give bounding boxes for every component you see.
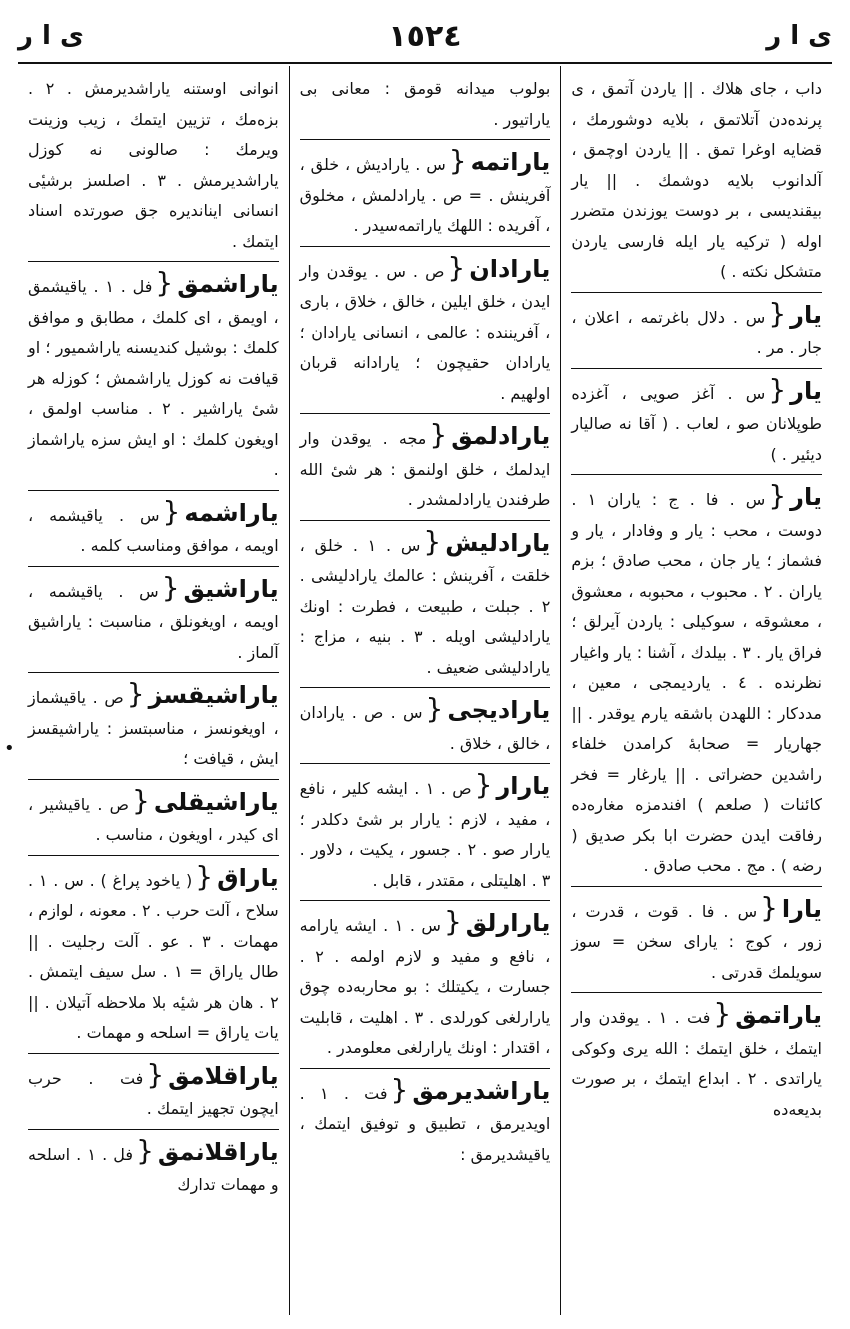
page-header [18, 14, 832, 58]
entry-definition: داب ، جای هلاك . || یاردن آتمق ، ی پرندەدن آتلاتمق ، بلایه دوشورمك ، قضایه اوغرا تمق . || یاردن اوچمق ، آلدانوب بلایه دوشمك . || یار بیقندیسی ، بر دوست یوزندن متضرر اوله ( ترکیه یار ایله فارسی یاردن متشکل نکتە . ) [571, 79, 822, 281]
entry-definition: انوانی اوستنه یاراشدیرمش . ٢ . بزەمك ، تزیین ایتمك ، زیب وزینت ویرمك : صالونی نه کوزل یاراشدیرمش . ٣ . اصلسز برشیٔی انسانی اینانديره جق صورتده اسناد ایتمك . [27, 79, 279, 251]
entry-definition: ص . س . یوقدن وار ایدن ، خلق ایلین ، خالق ، خلاق ، باری ، آفریننده : عالمی ، انسانی یارادان ؛ یارادان حقیچون ؛ یارادانه قربان اولهیم . [299, 261, 551, 403]
dictionary-entry [28, 679, 279, 775]
entry-headword: یاراقلانمق [157, 1137, 279, 1166]
dictionary-entry [300, 907, 551, 1064]
dictionary-entry [299, 524, 551, 684]
dictionary-entry [27, 1057, 279, 1125]
entry-brace: { [155, 266, 174, 299]
entry-brace: { [768, 296, 787, 330]
dictionary-entry [27, 859, 279, 1049]
entry-brace: { [161, 570, 180, 604]
entry-definition: فت . ١ . یوقدن وار ایتمك ، خلق ایتمك : الله یری وکوکی یاراتدی . ٢ . ابداع ایتمك ، بر صورت بدیعەده [571, 1008, 822, 1119]
entry-headword: یار [790, 483, 823, 511]
entry-headword: یاراقلامق [168, 1061, 279, 1090]
entry-headword: یارادیجی [447, 696, 551, 724]
running-head-left: ی ا ر [18, 21, 84, 51]
dictionary-entry [300, 770, 551, 896]
entry-brace: { [146, 1057, 165, 1091]
entry-separator [28, 261, 279, 262]
entry-separator [300, 900, 551, 901]
entry-separator [28, 490, 279, 491]
entry-definition: ( یاخود پراغ ) . س . ١ . سلاح ، آلت حرب . ٢ . معونه ، لوازم ، مهمات . ٣ . عو . آلت رجلیت . || طال یاراق = ١ . سل سیف ایتمش . ٢ . هان هر شیٔه بلا ملاحظه آتیلان . || یات یاراق = اسلحه و مهمات . [27, 870, 279, 1042]
dictionary-entry [27, 494, 279, 562]
entry-headword: یاراشیقسز [148, 681, 279, 709]
dictionary-entry [299, 250, 551, 410]
entry-separator [300, 139, 551, 140]
entry-definition: ص . ١ . ایشه کلیر ، نافع ، مفید ، لازم : یارار بر شیٔ دکلدر ؛ یارار صو . ٢ . جسور ، یکیت ، دلاور . ٣ . اهلیتلی ، مقتدر ، قابل . [299, 779, 551, 890]
entry-definition: فت . ١ . اویدیرمق ، تطبیق و توفیق ایتمك ، یاقیشدیرمق : [299, 1083, 551, 1164]
entry-definition: فت . حرب ایچون تجهیز ایتمك . [27, 1068, 279, 1118]
dictionary-entry [571, 372, 822, 471]
entry-separator [300, 687, 551, 688]
entry-headword: یاراشدیرمق [412, 1076, 551, 1105]
entry-brace: { [162, 494, 181, 528]
dictionary-entry [299, 1072, 551, 1171]
header-rule [18, 62, 832, 64]
entry-brace: { [136, 1133, 154, 1167]
entry-brace: { [195, 859, 214, 893]
dictionary-entry [300, 74, 551, 135]
entry-headword: یاراشیقلی [153, 787, 279, 816]
entry-headword: یاراق [217, 863, 279, 892]
entry-separator [571, 292, 822, 293]
entry-definition: س . یاقیشمه ، اویمه ، اویغونلق ، مناسبت : یاراشیق آلماز . [27, 581, 279, 662]
entry-definition: مجه . یوقدن وار ایدلمك ، خلق اولنمق : هر شیٔ الله طرفندن یارادلمشدر . [299, 429, 551, 509]
entry-brace: { [429, 418, 448, 451]
dictionary-entry [571, 481, 822, 882]
entry-headword: یارارلق [465, 909, 551, 937]
entry-headword: یارادان [469, 254, 551, 283]
entry-headword: یارار [496, 772, 551, 800]
entry-separator [300, 413, 551, 414]
entry-separator [571, 886, 822, 887]
entry-definition: س . یارادیش ، خلق ، آفرینش . = ص . یارادلمش ، مخلوق ، آفریده : اللهك یاراتمەسیدر . [299, 155, 551, 235]
entry-definition: س . فا . ج : یاران ١ . دوست ، محب : یار و وفادار ، یار و فشماز ؛ یار جان ، محب صادق ؛ بزم یاران . ٢ . محبوب ، محبوبه ، معشوق ، معشوقه ، سوکیلی : یاردن آیرلق ؛ فراق یار . ٣ . بیلدك ، آشنا : یار واغیار نظرنده . ٤ . یاردیمجی ، معین ، مددکار : اللهدن باشقه یارم یوقدر . || جهاریار = صحابهٔ کرامدن خلفاء راشدین حضراتی . || یارغار = فخر کائنات ( صلعم ) افندمزه مغارەده رفاقت ایدن حضرت ابا بکر صدیق ( رضه ) . مج . محب صادق . [571, 490, 823, 875]
entry-separator [300, 520, 551, 521]
page-number: ١٥٢٤ [388, 18, 462, 54]
entry-brace: { [443, 905, 462, 938]
entry-definition: فل . ١ . اسلحه و مهمات تدارك [27, 1144, 279, 1194]
entry-definition: س . ١ . خلق ، خلقت ، آفرینش : عالمك یارادلیشی . ٢ . جبلت ، طبیعت ، فطرت : اونك یارادلیشی اویله . ٣ . بنیه ، مزاج : یارادلیشی ضعیف . [299, 535, 551, 677]
dictionary-entry [300, 146, 551, 242]
dictionary-entry [571, 296, 822, 364]
entry-headword: یاراشیق [183, 574, 279, 603]
running-head-right: ی ا ر [766, 21, 832, 51]
entry-separator [571, 474, 822, 475]
entry-brace: { [768, 479, 787, 512]
entry-definition: بولوب میدانه قومق : معانی بی یاراتیور . [299, 79, 551, 129]
dictionary-entry [27, 570, 279, 669]
entry-definition: ص . یاقیشماز ، اویغونسز ، مناسبتسز : یاراشیقسز ایش ، قیافت ؛ [27, 688, 279, 768]
entry-separator [571, 992, 822, 993]
column-right [561, 66, 832, 1315]
entry-headword: یارا [781, 894, 822, 923]
entry-separator [28, 1129, 279, 1130]
entry-definition: س . دلال باغرتمه ، اعلان ، جار . مر . [571, 307, 822, 357]
entry-brace: { [423, 524, 442, 558]
entry-separator [571, 368, 822, 369]
entry-brace: { [713, 997, 732, 1030]
entry-headword: یار [790, 300, 822, 329]
entry-separator [28, 1053, 279, 1054]
entry-brace: { [760, 890, 778, 924]
dictionary-entry [27, 1133, 279, 1201]
dictionary-entry [571, 999, 822, 1125]
dictionary-columns [18, 66, 832, 1315]
entry-brace: { [448, 144, 467, 177]
entry-brace: { [768, 372, 787, 406]
column-middle [290, 66, 562, 1315]
entry-definition: س . ص . یارادان ، خالق ، خلاق . [299, 703, 551, 753]
entry-brace: { [474, 768, 493, 801]
entry-definition: ص . یاقیشیر ، ای کیدر ، اویغون ، مناسب . [27, 794, 279, 844]
entry-brace: { [132, 783, 150, 817]
entry-headword: یاراشمق [177, 270, 279, 298]
entry-separator [300, 1068, 551, 1069]
entry-headword: یارادلیش [445, 528, 551, 557]
column-left [18, 66, 290, 1315]
entry-headword: یار [790, 376, 822, 405]
entry-brace: { [390, 1072, 409, 1106]
entry-definition: س . آغز صویی ، آغزده طوپلانان صو ، لعاب . ( آقا نه صالیار دیئیر . ) [571, 383, 822, 464]
dictionary-entry [571, 74, 822, 288]
entry-brace: { [126, 677, 145, 710]
entry-definition: س . یاقیشمه ، اویمه ، موافق ومناسب کلمه . [27, 505, 279, 555]
entry-separator [28, 566, 279, 567]
entry-definition: فل . ١ . یاقیشمق ، اویمق ، ای کلمك ، مطابق و موافق کلمك : بوشیل کندیسنه یاراشمیور ؛ او قیافت نه کوزل یاراشمش ؛ کوزله هر شیٔ یاراشیر . ٢ . مناسب اولمق ، اویغون کلمك : او ایش سزه یاراشماز . [27, 277, 279, 479]
entry-headword: یاراشمه [184, 498, 279, 527]
dictionary-entry [571, 890, 822, 989]
entry-headword: یاراتمق [735, 1001, 822, 1029]
entry-headword: یاراتمه [470, 148, 551, 176]
entry-separator [300, 763, 551, 764]
entry-definition: س . ١ . ایشه یارامه ، نافع و مفید و لازم اولمه . ٢ . جسارت ، یکیتلك : بو محاربەده چوق یارارلغی کورلدی . ٣ . اهلیت ، قابلیت ، اقتدار : اونك یارارلغی معلومدر . [299, 916, 551, 1057]
entry-separator [28, 779, 279, 780]
dictionary-entry [27, 783, 279, 851]
dictionary-entry [28, 74, 279, 257]
entry-separator [28, 855, 279, 856]
margin-mark: • [4, 738, 15, 759]
entry-definition: س . فا . قوت ، قدرت ، زور ، کوج : یارای سخن = سوز سویلمك قدرتی . [571, 901, 822, 982]
dictionary-entry [300, 420, 551, 516]
dictionary-entry [28, 268, 279, 486]
dictionary-entry [300, 694, 551, 759]
entry-brace: { [425, 692, 444, 725]
entry-brace: { [447, 250, 466, 284]
entry-headword: یارادلمق [451, 422, 551, 450]
entry-separator [28, 672, 279, 673]
entry-separator [300, 246, 551, 247]
